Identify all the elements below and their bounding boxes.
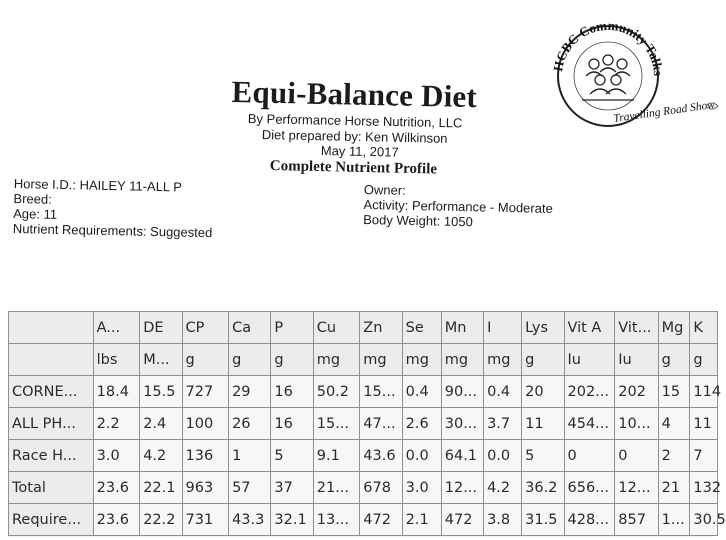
table-cell: 15 xyxy=(658,376,690,408)
table-cell: 64.1 xyxy=(441,440,483,472)
table-cell: 2.4 xyxy=(140,408,182,440)
table-cell: 0 xyxy=(615,440,658,472)
table-cell: 857 xyxy=(615,504,658,536)
col-header[interactable]: Cu xyxy=(313,312,360,344)
table-cell: 202... xyxy=(564,376,615,408)
table-cell: 5 xyxy=(271,440,313,472)
horse-id: Horse I.D.: HAILEY 11-ALL P xyxy=(13,176,183,195)
row-label[interactable]: ALL PH... xyxy=(9,408,94,440)
col-header[interactable]: Mg xyxy=(658,312,690,344)
table-cell: 0.4 xyxy=(484,376,522,408)
col-header[interactable]: CP xyxy=(182,312,229,344)
horse-info-left xyxy=(13,176,214,240)
table-cell: 47... xyxy=(360,408,402,440)
table-cell: 9.1 xyxy=(313,440,360,472)
table-cell: 5 xyxy=(522,440,564,472)
table-cell: 100 xyxy=(182,408,229,440)
table-row[interactable] xyxy=(9,472,718,504)
table-cell: 4 xyxy=(658,408,690,440)
unit-cell: lbs xyxy=(93,344,140,376)
prepared-by-line: Diet prepared by: Ken Wilkinson xyxy=(261,127,448,146)
table-cell: 15... xyxy=(313,408,360,440)
table-cell: 16 xyxy=(271,376,313,408)
table-cell: 30.5 xyxy=(690,504,718,536)
table-cell: 50.2 xyxy=(313,376,360,408)
table-cell: 428... xyxy=(564,504,615,536)
table-cell: 16 xyxy=(271,408,313,440)
col-header[interactable]: Vit... xyxy=(615,312,658,344)
unit-cell: M... xyxy=(140,344,182,376)
company-line: By Performance Horse Nutrition, LLC xyxy=(247,111,463,131)
units-row xyxy=(9,344,718,376)
col-header[interactable]: Lys xyxy=(522,312,564,344)
breed: Breed: xyxy=(13,190,52,207)
table-cell: 4.2 xyxy=(140,440,182,472)
table-cell: 29 xyxy=(229,376,271,408)
table-cell: 37 xyxy=(271,472,313,504)
diet-title: Equi-Balance Diet xyxy=(231,74,478,115)
table-cell: 43.6 xyxy=(360,440,402,472)
table-cell: 11 xyxy=(690,408,718,440)
hcbc-logo xyxy=(546,14,721,139)
nutrient-table xyxy=(8,311,726,536)
col-header[interactable]: Mn xyxy=(441,312,483,344)
unit-cell: g xyxy=(229,344,271,376)
col-header[interactable]: Se xyxy=(402,312,441,344)
table-cell: 12... xyxy=(441,472,483,504)
table-cell: 32.1 xyxy=(271,504,313,536)
table-cell: 43.3 xyxy=(229,504,271,536)
unit-cell: mg xyxy=(484,344,522,376)
table-cell: 15... xyxy=(360,376,402,408)
table-cell: 656... xyxy=(564,472,615,504)
header-row xyxy=(9,312,718,344)
row-label[interactable]: Require... xyxy=(9,504,94,536)
unit-cell: mg xyxy=(402,344,441,376)
col-header[interactable]: DE xyxy=(140,312,182,344)
unit-cell: g xyxy=(690,344,718,376)
table-cell: 132 xyxy=(690,472,718,504)
table-cell: 18.4 xyxy=(93,376,140,408)
table-cell: 20 xyxy=(522,376,564,408)
table-cell: 2.1 xyxy=(402,504,441,536)
unit-cell: g xyxy=(271,344,313,376)
table-cell: 30... xyxy=(441,408,483,440)
unit-cell: Iu xyxy=(615,344,658,376)
row-label[interactable]: CORNE... xyxy=(9,376,94,408)
table-cell: 454... xyxy=(564,408,615,440)
table-cell: 21 xyxy=(658,472,690,504)
table-cell: 4.2 xyxy=(484,472,522,504)
table-cell: 10... xyxy=(615,408,658,440)
table-cell: 3.0 xyxy=(93,440,140,472)
table-cell: 3.0 xyxy=(402,472,441,504)
table-cell: 1 xyxy=(229,440,271,472)
row-label[interactable]: Race H... xyxy=(9,440,94,472)
unit-cell: mg xyxy=(441,344,483,376)
table-cell: 678 xyxy=(360,472,402,504)
table-cell: 26 xyxy=(229,408,271,440)
table-cell: 11 xyxy=(522,408,564,440)
table-cell: 0.0 xyxy=(402,440,441,472)
row-label[interactable]: Total xyxy=(9,472,94,504)
table-cell: 3.7 xyxy=(484,408,522,440)
col-header[interactable]: I xyxy=(484,312,522,344)
unit-cell: mg xyxy=(360,344,402,376)
table-cell: 21... xyxy=(313,472,360,504)
table-cell: 2 xyxy=(658,440,690,472)
table-cell: 31.5 xyxy=(522,504,564,536)
table-cell: 136 xyxy=(182,440,229,472)
table-cell: 0 xyxy=(564,440,615,472)
table-cell: 202 xyxy=(615,376,658,408)
table-cell: 15.5 xyxy=(140,376,182,408)
table-cell: 3.8 xyxy=(484,504,522,536)
activity: Activity: Performance - Moderate xyxy=(363,196,553,216)
age: Age: 11 xyxy=(13,205,58,222)
table-cell: 36.2 xyxy=(522,472,564,504)
table-cell: 731 xyxy=(182,504,229,536)
unit-cell: g xyxy=(658,344,690,376)
table-cell: 2.6 xyxy=(402,408,441,440)
body-weight: Body Weight: 1050 xyxy=(363,211,473,230)
col-header[interactable]: Ca xyxy=(229,312,271,344)
table-cell: 7 xyxy=(690,440,718,472)
unit-cell: mg xyxy=(313,344,360,376)
table-cell: 57 xyxy=(229,472,271,504)
profile-title: Complete Nutrient Profile xyxy=(269,158,438,178)
table-cell: 963 xyxy=(182,472,229,504)
table-cell: 727 xyxy=(182,376,229,408)
logo-top-text: HCBC Community Talks xyxy=(550,17,667,77)
nutrient-requirements: Nutrient Requirements: Suggested xyxy=(12,220,213,241)
table-row[interactable] xyxy=(9,504,718,536)
table-cell: 12... xyxy=(615,472,658,504)
owner: Owner: xyxy=(363,182,406,198)
table-body xyxy=(9,376,726,536)
col-header[interactable]: A... xyxy=(93,312,140,344)
table-cell: 472 xyxy=(441,504,483,536)
nutrient-table-container xyxy=(8,311,726,537)
table-cell: 22.1 xyxy=(140,472,182,504)
table-cell: 22.2 xyxy=(140,504,182,536)
logo-bottom-text: Travelling Road Show xyxy=(612,98,716,125)
corner-cell xyxy=(9,344,94,376)
table-cell: 2.2 xyxy=(93,408,140,440)
col-header[interactable]: Vit A xyxy=(564,312,615,344)
table-row[interactable] xyxy=(9,376,718,408)
unit-cell: g xyxy=(182,344,229,376)
col-header[interactable]: P xyxy=(271,312,313,344)
table-cell: 23.6 xyxy=(93,472,140,504)
table-cell: 13... xyxy=(313,504,360,536)
table-cell: 472 xyxy=(360,504,402,536)
table-row[interactable] xyxy=(9,440,718,472)
table-row[interactable] xyxy=(9,408,718,440)
table-cell: 90... xyxy=(441,376,483,408)
table-cell: 0.0 xyxy=(484,440,522,472)
unit-cell: Iu xyxy=(564,344,615,376)
horse-info-right xyxy=(363,182,553,231)
unit-cell: g xyxy=(522,344,564,376)
table-cell: 114 xyxy=(690,376,718,408)
table-cell: 1... xyxy=(658,504,690,536)
corner-cell xyxy=(9,312,94,344)
col-header[interactable]: K xyxy=(690,312,718,344)
table-cell: 0.4 xyxy=(402,376,441,408)
date-line: May 11, 2017 xyxy=(320,143,399,160)
col-header[interactable]: Zn xyxy=(360,312,402,344)
table-cell: 23.6 xyxy=(93,504,140,536)
